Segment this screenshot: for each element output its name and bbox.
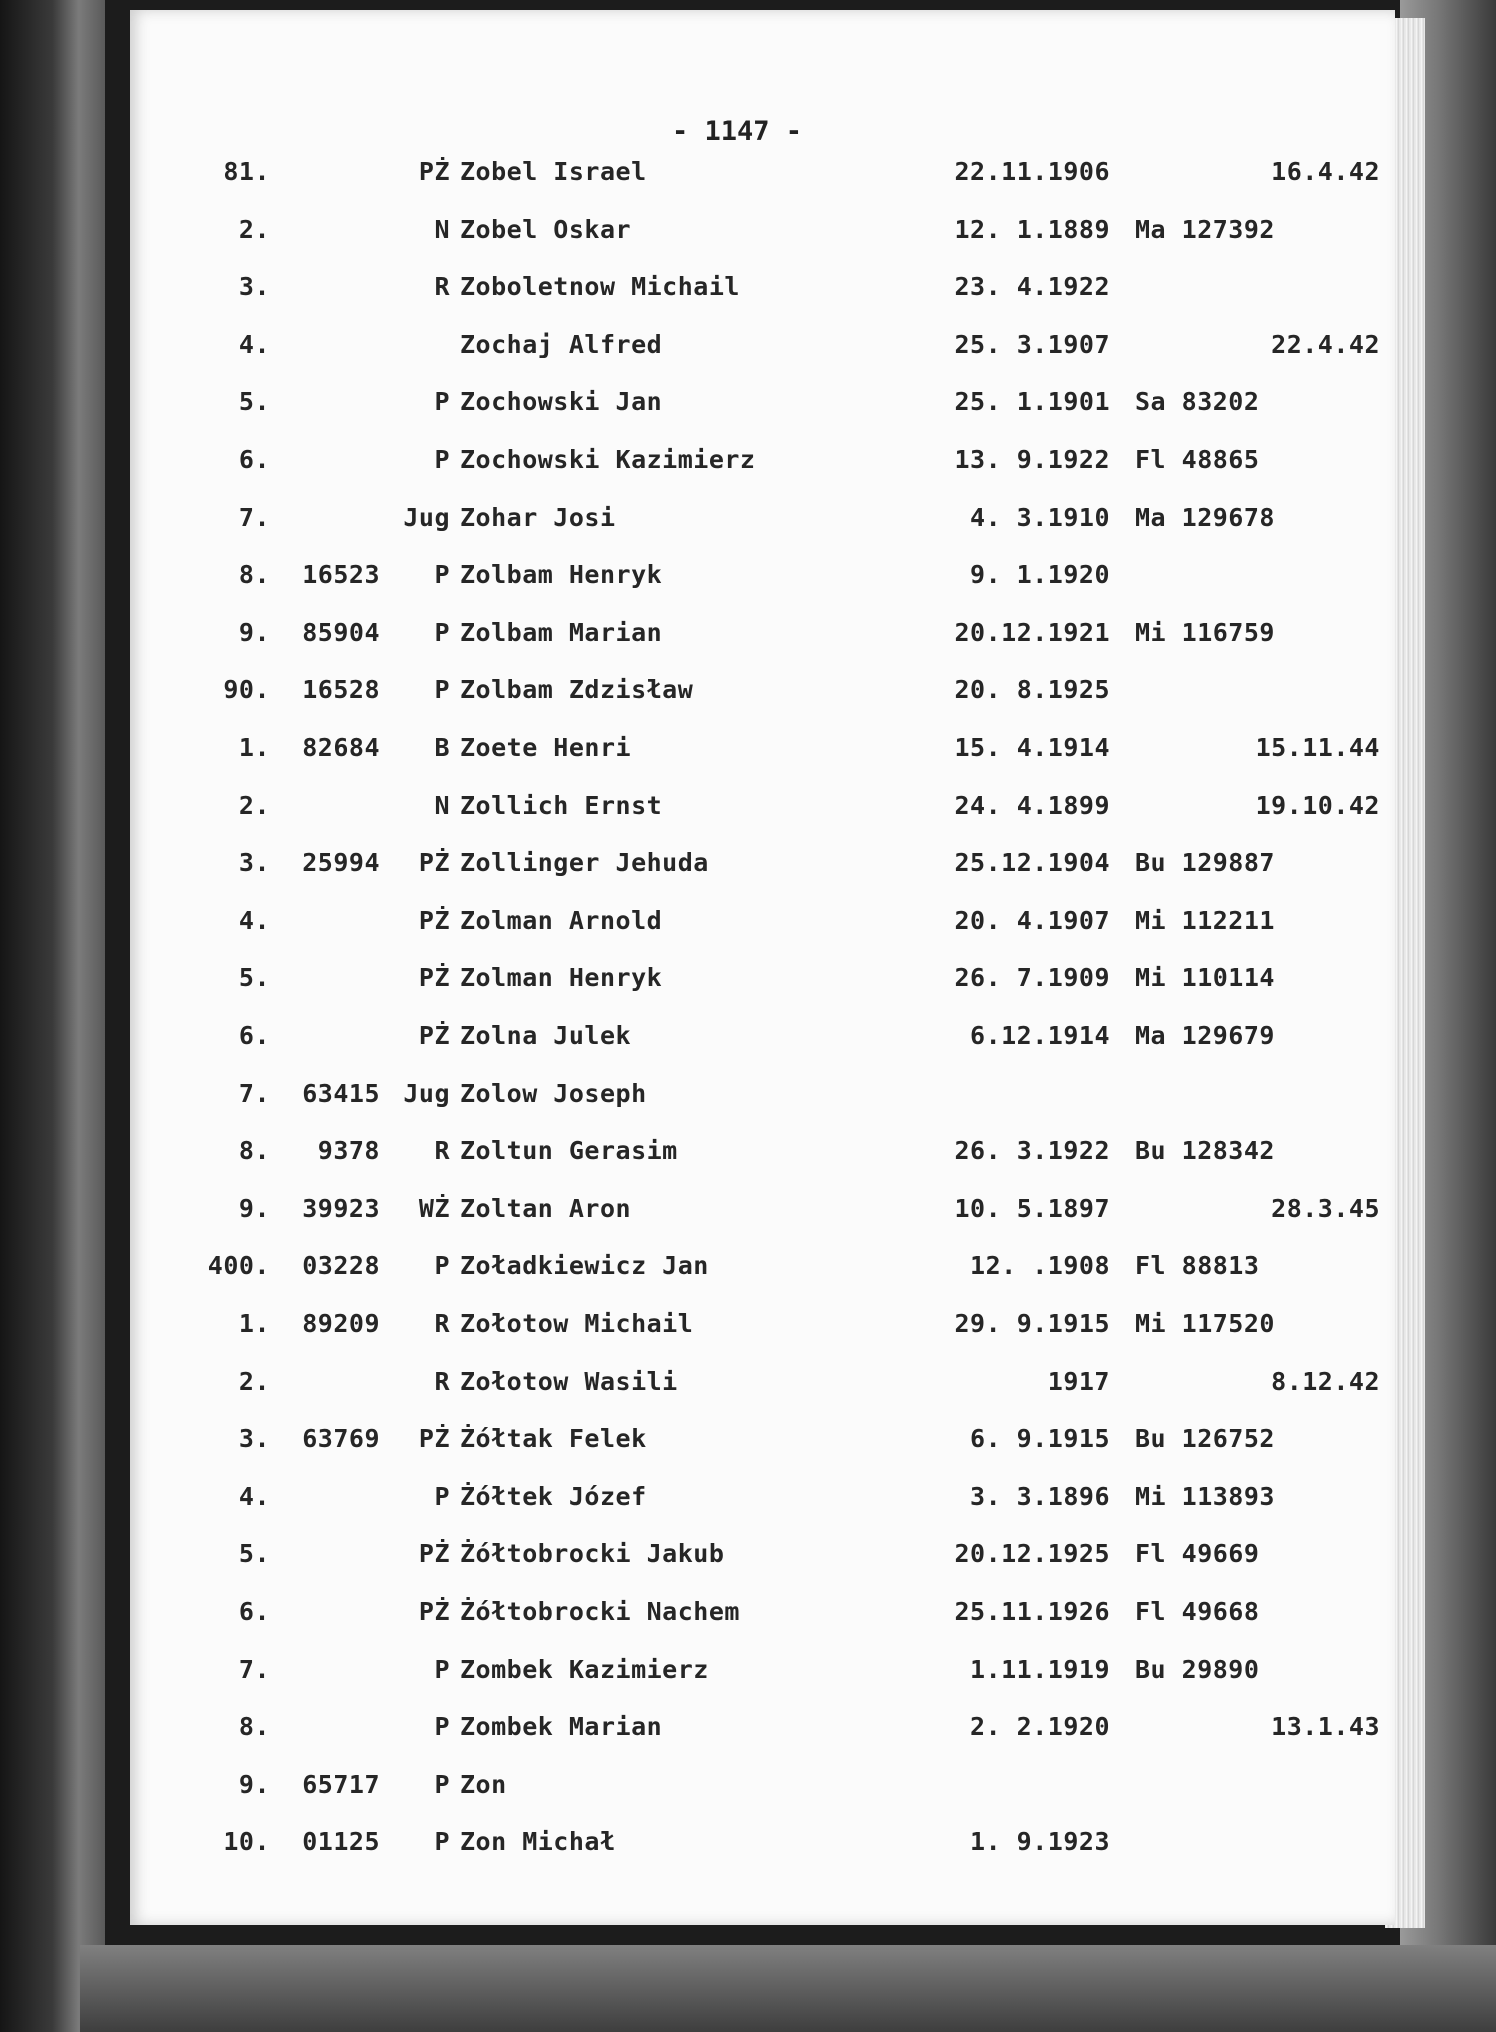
entry-number: 9. [238, 1769, 270, 1799]
death-date: 19.10.42 [1255, 790, 1380, 820]
person-name: Żółtobrocki Jakub [460, 1539, 725, 1569]
birth-date: 25. 3.1907 [954, 329, 1110, 359]
entry-number: 5. [238, 963, 270, 993]
register-row [0, 906, 1496, 946]
entry-number: 9. [238, 1193, 270, 1223]
nationality: P [434, 617, 450, 647]
death-date: 15.11.44 [1255, 733, 1380, 762]
entry-number: 3. [238, 848, 270, 878]
register-row [0, 963, 1496, 1003]
register-row [0, 1367, 1496, 1407]
entry-number: 4. [238, 905, 270, 935]
reference-code: Mi 113893 [1135, 1481, 1275, 1511]
register-row [0, 1597, 1496, 1637]
entry-number: 6. [238, 1597, 270, 1626]
person-name: Zobel Israel [460, 157, 647, 186]
nationality: P [434, 387, 450, 417]
person-name: Zollinger Jehuda [460, 848, 709, 878]
register-row [0, 503, 1496, 543]
register-row [0, 1021, 1496, 1061]
register-row [0, 675, 1496, 715]
reference-code: Fl 49668 [1135, 1597, 1260, 1626]
birth-date: 26. 7.1909 [954, 963, 1110, 993]
prisoner-id: 39923 [302, 1193, 380, 1223]
birth-date: 25.12.1904 [954, 848, 1110, 878]
nationality: N [434, 214, 450, 244]
nationality: PŻ [418, 963, 450, 993]
person-name: Zolow Joseph [460, 1078, 647, 1108]
register-row [0, 330, 1496, 370]
prisoner-id: 63415 [302, 1078, 380, 1108]
register-row [0, 1712, 1496, 1752]
birth-date: 15. 4.1914 [954, 733, 1110, 762]
prisoner-id: 9378 [317, 1136, 380, 1166]
death-date: 16.4.42 [1271, 157, 1380, 186]
birth-date: 2. 2.1920 [970, 1712, 1110, 1742]
entry-number: 6. [238, 1021, 270, 1050]
entry-number: 2. [238, 790, 270, 820]
register-row [0, 791, 1496, 831]
birth-date: 4. 3.1910 [970, 502, 1110, 532]
nationality: PŻ [418, 848, 450, 878]
reference-code: Mi 110114 [1135, 963, 1275, 993]
register-row [0, 1136, 1496, 1176]
reference-code: Sa 83202 [1135, 387, 1260, 417]
person-name: Zochaj Alfred [460, 329, 663, 359]
person-name: Zon [460, 1769, 507, 1799]
birth-date: 12. .1908 [970, 1251, 1110, 1281]
register-row [0, 215, 1496, 255]
reference-code: Ma 129679 [1135, 1021, 1275, 1050]
person-name: Zolbam Henryk [460, 560, 663, 590]
nationality: R [434, 1366, 450, 1396]
entry-number: 5. [238, 1539, 270, 1569]
birth-date: 6. 9.1915 [970, 1424, 1110, 1454]
person-name: Żółtek Józef [460, 1481, 647, 1511]
register-row [0, 1194, 1496, 1234]
nationality: P [434, 675, 450, 705]
birth-date: 9. 1.1920 [970, 560, 1110, 590]
reference-code: Fl 49669 [1135, 1539, 1260, 1569]
entry-number: 90. [223, 675, 270, 705]
person-name: Żółtak Felek [460, 1424, 647, 1454]
register-row [0, 733, 1496, 773]
birth-date: 25. 1.1901 [954, 387, 1110, 417]
person-name: Zombek Marian [460, 1712, 663, 1742]
prisoner-id: 03228 [302, 1251, 380, 1281]
person-name: Zolna Julek [460, 1021, 632, 1050]
register-row [0, 618, 1496, 658]
entry-number: 7. [238, 1654, 270, 1684]
nationality: P [434, 1251, 450, 1281]
person-name: Zochowski Kazimierz [460, 445, 756, 474]
birth-date: 6.12.1914 [970, 1021, 1110, 1050]
entry-number: 8. [238, 1136, 270, 1166]
person-name: Zołotow Michail [460, 1309, 694, 1338]
nationality: Jug [403, 1078, 450, 1108]
death-date: 28.3.45 [1271, 1193, 1380, 1223]
prisoner-id: 63769 [302, 1424, 380, 1454]
nationality: P [434, 1827, 450, 1857]
nationality: P [434, 445, 450, 474]
birth-date: 13. 9.1922 [954, 445, 1110, 474]
person-name: Żółtobrocki Nachem [460, 1597, 740, 1626]
nationality: B [434, 733, 450, 762]
entry-number: 4. [238, 329, 270, 359]
birth-date: 29. 9.1915 [954, 1309, 1110, 1338]
register-row [0, 1770, 1496, 1810]
register-row [0, 1251, 1496, 1291]
entry-number: 1. [238, 733, 270, 762]
entry-number: 10. [223, 1827, 270, 1857]
entry-number: 81. [223, 157, 270, 186]
entry-number: 5. [238, 387, 270, 417]
register-row [0, 1079, 1496, 1119]
reference-code: Ma 127392 [1135, 214, 1275, 244]
register-row [0, 1827, 1496, 1867]
birth-date: 1917 [1047, 1366, 1110, 1396]
birth-date: 20. 4.1907 [954, 905, 1110, 935]
prisoner-id: 85904 [302, 617, 380, 647]
entry-number: 8. [238, 1712, 270, 1742]
person-name: Zon Michał [460, 1827, 616, 1857]
birth-date: 20. 8.1925 [954, 675, 1110, 705]
entry-number: 6. [238, 445, 270, 474]
birth-date: 10. 5.1897 [954, 1193, 1110, 1223]
birth-date: 24. 4.1899 [954, 790, 1110, 820]
reference-code: Mi 112211 [1135, 905, 1275, 935]
register-row [0, 1655, 1496, 1695]
birth-date: 1.11.1919 [970, 1654, 1110, 1684]
person-name: Zochowski Jan [460, 387, 663, 417]
reference-code: Bu 128342 [1135, 1136, 1275, 1166]
person-name: Zoltun Gerasim [460, 1136, 678, 1166]
book-cover-bottom [80, 1945, 1496, 2032]
birth-date: 23. 4.1922 [954, 272, 1110, 302]
prisoner-id: 16523 [302, 560, 380, 590]
entry-number: 2. [238, 1366, 270, 1396]
birth-date: 26. 3.1922 [954, 1136, 1110, 1166]
nationality: N [434, 790, 450, 820]
birth-date: 25.11.1926 [954, 1597, 1110, 1626]
nationality: PŻ [418, 1021, 450, 1050]
reference-code: Bu 129887 [1135, 848, 1275, 878]
nationality: PŻ [418, 1597, 450, 1626]
person-name: Zoboletnow Michail [460, 272, 740, 302]
person-name: Zolbam Marian [460, 617, 663, 647]
nationality: R [434, 1136, 450, 1166]
register-row [0, 1309, 1496, 1349]
nationality: PŻ [418, 1424, 450, 1454]
entry-number: 2. [238, 214, 270, 244]
reference-code: Ma 129678 [1135, 502, 1275, 532]
register-row [0, 157, 1496, 197]
prisoner-id: 01125 [302, 1827, 380, 1857]
register-row [0, 445, 1496, 485]
reference-code: Fl 88813 [1135, 1251, 1260, 1281]
person-name: Zolbam Zdzisław [460, 675, 694, 705]
register-row [0, 387, 1496, 427]
reference-code: Bu 126752 [1135, 1424, 1275, 1454]
nationality: P [434, 1769, 450, 1799]
entry-number: 1. [238, 1309, 270, 1338]
prisoner-id: 16528 [302, 675, 380, 705]
register-row [0, 1539, 1496, 1579]
register-row [0, 848, 1496, 888]
person-name: Zombek Kazimierz [460, 1654, 709, 1684]
person-name: Zollich Ernst [460, 790, 663, 820]
birth-date: 20.12.1921 [954, 617, 1110, 647]
nationality: P [434, 1654, 450, 1684]
prisoner-id: 25994 [302, 848, 380, 878]
person-name: Zohar Josi [460, 502, 616, 532]
person-name: Zołotow Wasili [460, 1366, 678, 1396]
entry-number: 8. [238, 560, 270, 590]
prisoner-id: 82684 [302, 733, 380, 762]
person-name: Zoltan Aron [460, 1193, 632, 1223]
reference-code: Mi 117520 [1135, 1309, 1275, 1338]
person-name: Zobel Oskar [460, 214, 632, 244]
nationality: WŻ [418, 1193, 450, 1223]
death-date: 8.12.42 [1271, 1366, 1380, 1396]
birth-date: 20.12.1925 [954, 1539, 1110, 1569]
death-date: 22.4.42 [1271, 329, 1380, 359]
nationality: P [434, 1712, 450, 1742]
nationality: PŻ [418, 157, 450, 186]
register-row [0, 1424, 1496, 1464]
entry-number: 7. [238, 1078, 270, 1108]
death-date: 13.1.43 [1271, 1712, 1380, 1742]
entry-number: 4. [238, 1481, 270, 1511]
person-name: Zoładkiewicz Jan [460, 1251, 709, 1281]
register-row [0, 1482, 1496, 1522]
register-row [0, 272, 1496, 312]
entry-number: 7. [238, 502, 270, 532]
nationality: R [434, 272, 450, 302]
nationality: P [434, 1481, 450, 1511]
entry-number: 400. [207, 1251, 270, 1281]
nationality: PŻ [418, 905, 450, 935]
entry-number: 3. [238, 272, 270, 302]
prisoner-id: 65717 [302, 1769, 380, 1799]
person-name: Zolman Arnold [460, 905, 663, 935]
birth-date: 12. 1.1889 [954, 214, 1110, 244]
page-number: - 1147 - [672, 116, 803, 147]
reference-code: Fl 48865 [1135, 445, 1260, 474]
birth-date: 1. 9.1923 [970, 1827, 1110, 1857]
entry-number: 9. [238, 617, 270, 647]
reference-code: Mi 116759 [1135, 617, 1275, 647]
register-row [0, 560, 1496, 600]
person-name: Zoete Henri [460, 733, 632, 762]
reference-code: Bu 29890 [1135, 1654, 1260, 1684]
prisoner-id: 89209 [302, 1309, 380, 1338]
nationality: PŻ [418, 1539, 450, 1569]
birth-date: 3. 3.1896 [970, 1481, 1110, 1511]
person-name: Zolman Henryk [460, 963, 663, 993]
nationality: Jug [403, 502, 450, 532]
birth-date: 22.11.1906 [954, 157, 1110, 186]
nationality: R [434, 1309, 450, 1338]
entry-number: 3. [238, 1424, 270, 1454]
nationality: P [434, 560, 450, 590]
